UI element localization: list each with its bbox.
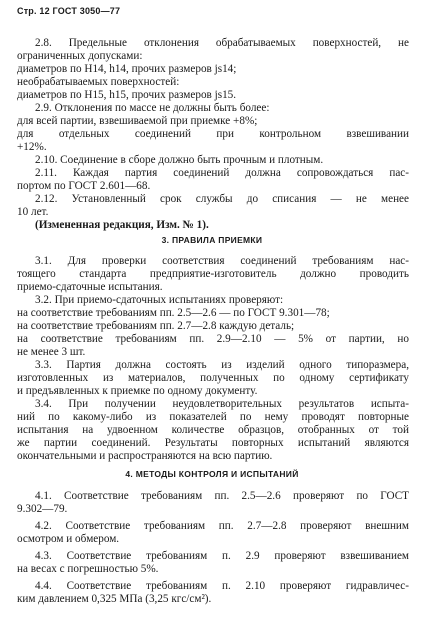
p32-line-3: на соответствие требованиям пп. 2.7—2.8 каждую деталь; — [17, 320, 295, 332]
section-3-title: 3. ПРАВИЛА ПРИЕМКИ — [161, 235, 263, 245]
p29-line-3: для отдельных соединений при контрольном взвешивании — [17, 128, 409, 140]
p210-line-1: 2.10. Соединение в сборе должно быть прочным и плотным. — [35, 154, 324, 166]
section-4-title: 4. МЕТОДЫ КОНТРОЛЯ И ИСПЫТАНИЙ — [125, 469, 299, 479]
p32-line-1: 3.2. При приемо-сдаточных испытаниях проверяют: — [35, 294, 284, 306]
p41-line-1: 4.1. Соответствие требованиям пп. 2.5—2.6 проверяют по ГОСТ — [35, 490, 409, 502]
p34-line-3: испытания на удвоенном количестве образцов, отобранных от той — [17, 424, 409, 436]
p42-line-2: осмотром и обмером. — [17, 533, 120, 545]
page-header: Стр. 12 ГОСТ 3050—77 — [17, 6, 121, 16]
p29-line-1: 2.9. Отклонения по массе не должны быть более: — [35, 102, 270, 114]
p31-line-1: 3.1. Для проверки соответствия соединений требованиям нас- — [35, 255, 409, 267]
p43-line-2: на весах с погрешностью 5%. — [17, 563, 159, 575]
amendment-note: (Измененная редакция, Изм. № 1). — [35, 219, 209, 231]
p34-line-5: окончательными и распространяются на всю партию. — [17, 450, 273, 462]
p42-line-1: 4.2. Соответствие требованиям пп. 2.7—2.8 проверяют внешним — [35, 520, 409, 532]
p33-line-2: изготовленных из материалов, полученных по одному сертификату — [17, 372, 409, 384]
p43-line-1: 4.3. Соответствие требованиям п. 2.9 проверяют взвешиванием — [35, 550, 409, 562]
p44-line-1: 4.4. Соответствие требованиям п. 2.10 проверяют гидравличес- — [35, 580, 409, 592]
p34-line-2: ний по какому-либо из показателей по нему проводят повторные — [17, 411, 409, 423]
p29-line-2: для всей партии, взвешиваемой при приемке +8%; — [17, 115, 258, 127]
p28-line-5: диаметров по H15, h15, прочих размеров js15. — [17, 89, 237, 101]
p34-line-4: же партии соединений. Результаты повторных испытаний являются — [17, 437, 409, 449]
p28-line-4: необрабатываемых поверхностей: — [17, 76, 180, 88]
p44-line-2: ким давлением 0,325 МПа (3,25 кгс/см²). — [17, 593, 212, 605]
p212-line-2: 10 лет. — [17, 206, 49, 218]
p31-line-3: приемо-сдаточные испытания. — [17, 281, 163, 293]
p33-line-3: и предъявленных к приемке по одному документу. — [17, 385, 258, 397]
p211-line-1: 2.11. Каждая партия соединений должна сопровождаться пас- — [35, 167, 409, 179]
p31-line-2: тоящего стандарта предприятие-изготовитель должно проводить — [17, 268, 409, 280]
p211-line-2: портом по ГОСТ 2.601—68. — [17, 180, 151, 192]
p32-line-5: не менее 3 шт. — [17, 346, 86, 358]
p28-line-2: ограниченных допусками: — [17, 50, 143, 62]
p32-line-4: на соответствие требованиям пп. 2.9—2.10 — 5% от партии, но — [17, 333, 409, 345]
p29-line-4: +12%. — [17, 141, 47, 153]
p212-line-1: 2.12. Установленный срок службы до списания — не менее — [35, 193, 409, 205]
p41-line-2: 9.302—79. — [17, 503, 68, 515]
p34-line-1: 3.4. При получении неудовлетворительных результатов испыта- — [35, 398, 409, 410]
p28-line-3: диаметров по H14, h14, прочих размеров js14; — [17, 63, 237, 75]
p33-line-1: 3.3. Партия должна состоять из изделий одного типоразмера, — [35, 359, 409, 371]
p28-line-1: 2.8. Предельные отклонения обрабатываемых поверхностей, не — [35, 37, 409, 49]
p32-line-2: на соответствие требованиям пп. 2.5—2.6 — по ГОСТ 9.301—78; — [17, 307, 330, 319]
